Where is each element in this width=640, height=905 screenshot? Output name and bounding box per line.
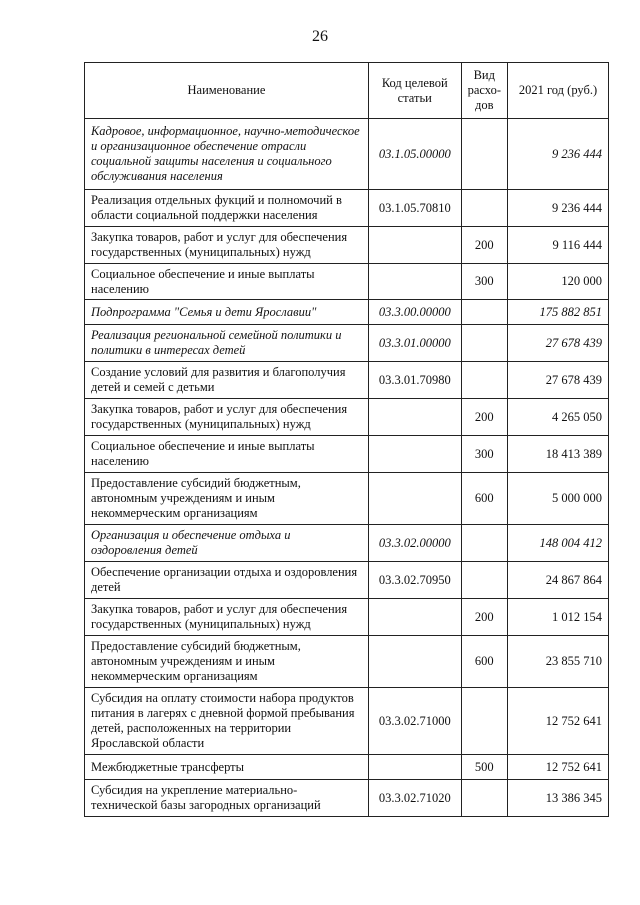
budget-table <box>84 62 609 817</box>
row-name: Субсидия на оплату стоимости набора продуктов питания в лагерях с дневной формой пребывания детей, расположенных на территории Ярославской области <box>85 688 369 755</box>
row-code <box>368 755 461 780</box>
row-sum: 24 867 864 <box>507 562 608 599</box>
row-name: Закупка товаров, работ и услуг для обеспечения государственных (муниципальных) нужд <box>85 399 369 436</box>
table-row <box>85 399 609 436</box>
row-code: 03.3.01.00000 <box>368 325 461 362</box>
table-row <box>85 436 609 473</box>
row-name: Подпрограмма "Семья и дети Ярославии" <box>85 300 369 325</box>
table-row <box>85 227 609 264</box>
row-code: 03.3.01.70980 <box>368 362 461 399</box>
row-code: 03.3.00.00000 <box>368 300 461 325</box>
row-code: 03.1.05.00000 <box>368 119 461 190</box>
row-sum: 12 752 641 <box>507 755 608 780</box>
row-code <box>368 264 461 300</box>
row-vid: 200 <box>461 227 507 264</box>
row-code: 03.3.02.00000 <box>368 525 461 562</box>
header-code: Код целевой статьи <box>368 63 461 119</box>
row-vid <box>461 562 507 599</box>
row-vid <box>461 362 507 399</box>
row-vid <box>461 300 507 325</box>
table-row <box>85 264 609 300</box>
row-code: 03.1.05.70810 <box>368 190 461 227</box>
row-sum: 12 752 641 <box>507 688 608 755</box>
row-name: Социальное обеспечение и иные выплаты населению <box>85 436 369 473</box>
row-sum: 23 855 710 <box>507 636 608 688</box>
row-sum: 9 236 444 <box>507 190 608 227</box>
row-vid: 300 <box>461 436 507 473</box>
row-code: 03.3.02.71020 <box>368 780 461 817</box>
row-name: Предоставление субсидий бюджетным, автономным учреждениям и иным некоммерческим организациям <box>85 636 369 688</box>
row-vid <box>461 780 507 817</box>
header-year: 2021 год (руб.) <box>507 63 608 119</box>
row-sum: 27 678 439 <box>507 325 608 362</box>
row-sum: 18 413 389 <box>507 436 608 473</box>
table-row <box>85 688 609 755</box>
table-row <box>85 362 609 399</box>
table-body <box>85 119 609 817</box>
row-vid <box>461 525 507 562</box>
row-name: Организация и обеспечение отдыха и оздоровления детей <box>85 525 369 562</box>
row-vid <box>461 190 507 227</box>
row-code <box>368 399 461 436</box>
row-code: 03.3.02.71000 <box>368 688 461 755</box>
table-row <box>85 755 609 780</box>
row-sum: 13 386 345 <box>507 780 608 817</box>
row-vid: 600 <box>461 636 507 688</box>
page-number: 26 <box>312 28 328 45</box>
row-code <box>368 227 461 264</box>
row-sum: 175 882 851 <box>507 300 608 325</box>
row-vid <box>461 119 507 190</box>
row-code <box>368 436 461 473</box>
row-code <box>368 636 461 688</box>
row-vid <box>461 688 507 755</box>
row-code: 03.3.02.70950 <box>368 562 461 599</box>
row-name: Закупка товаров, работ и услуг для обеспечения государственных (муниципальных) нужд <box>85 599 369 636</box>
row-code <box>368 473 461 525</box>
table-row <box>85 636 609 688</box>
row-name: Межбюджетные трансферты <box>85 755 369 780</box>
row-sum: 120 000 <box>507 264 608 300</box>
row-name: Обеспечение организации отдыха и оздоровления детей <box>85 562 369 599</box>
table-header-row <box>85 63 609 119</box>
table-row <box>85 473 609 525</box>
table-row <box>85 780 609 817</box>
row-name: Закупка товаров, работ и услуг для обеспечения государственных (муниципальных) нужд <box>85 227 369 264</box>
row-name: Кадровое, информационное, научно-методическое и организационное обеспечение отрасли социальной защиты населения и социального обслуживания населения <box>85 119 369 190</box>
header-name: Наименование <box>85 63 369 119</box>
row-name: Предоставление субсидий бюджетным, автономным учреждениям и иным некоммерческим организациям <box>85 473 369 525</box>
row-sum: 148 004 412 <box>507 525 608 562</box>
header-vid: Вид расхо-дов <box>461 63 507 119</box>
row-name: Реализация отдельных фукций и полномочий в области социальной поддержки населения <box>85 190 369 227</box>
row-vid <box>461 325 507 362</box>
row-sum: 9 116 444 <box>507 227 608 264</box>
row-vid: 200 <box>461 599 507 636</box>
table-row <box>85 190 609 227</box>
row-sum: 4 265 050 <box>507 399 608 436</box>
row-name: Создание условий для развития и благополучия детей и семей с детьми <box>85 362 369 399</box>
row-vid: 200 <box>461 399 507 436</box>
row-name: Реализация региональной семейной политики и политики в интересах детей <box>85 325 369 362</box>
row-vid: 600 <box>461 473 507 525</box>
table-row <box>85 562 609 599</box>
row-sum: 9 236 444 <box>507 119 608 190</box>
row-name: Субсидия на укрепление материально-технической базы загородных организаций <box>85 780 369 817</box>
row-code <box>368 599 461 636</box>
row-name: Социальное обеспечение и иные выплаты населению <box>85 264 369 300</box>
table-row <box>85 325 609 362</box>
row-sum: 27 678 439 <box>507 362 608 399</box>
table-row <box>85 119 609 190</box>
row-vid: 500 <box>461 755 507 780</box>
table-row <box>85 599 609 636</box>
table-row <box>85 525 609 562</box>
row-vid: 300 <box>461 264 507 300</box>
row-sum: 1 012 154 <box>507 599 608 636</box>
table-row <box>85 300 609 325</box>
row-sum: 5 000 000 <box>507 473 608 525</box>
